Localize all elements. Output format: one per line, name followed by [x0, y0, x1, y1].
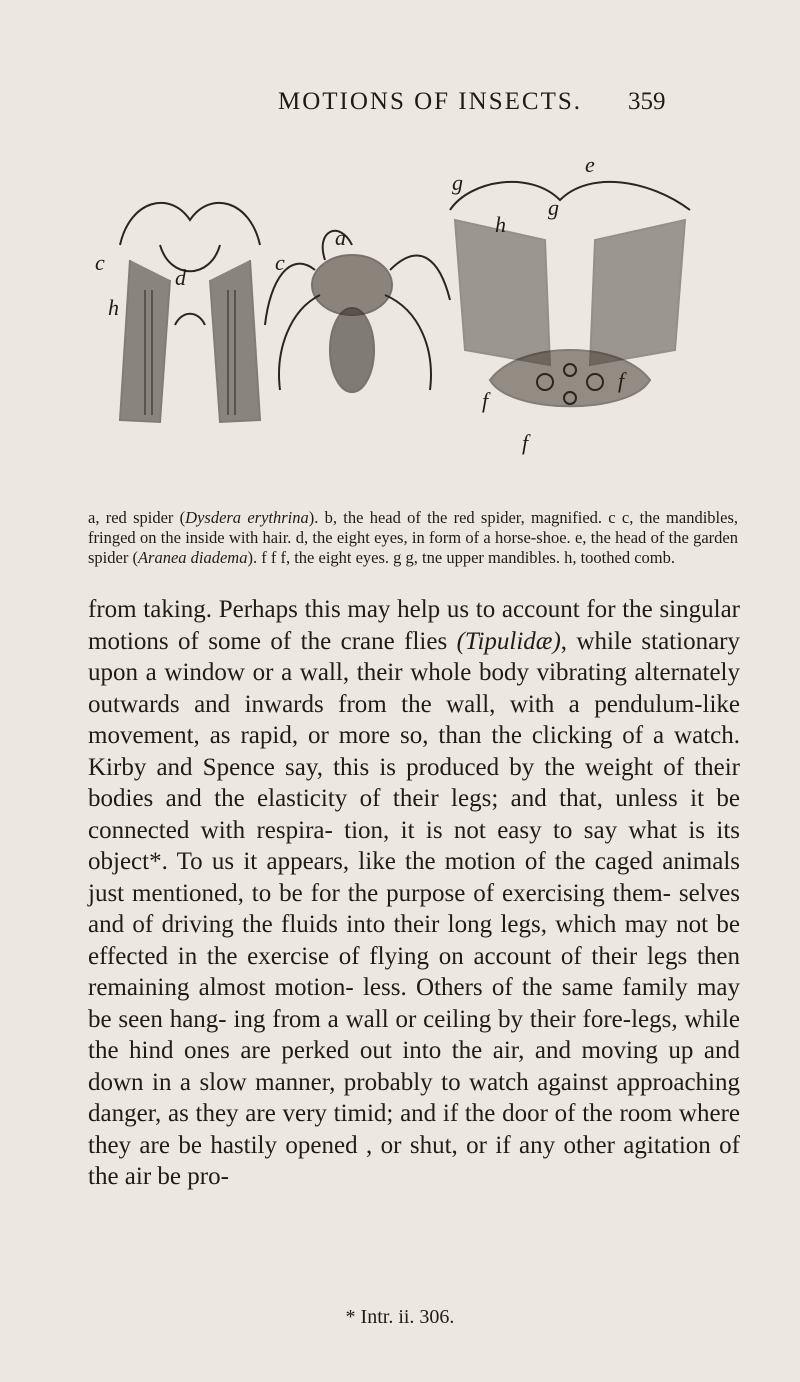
label-g-left: g — [452, 170, 463, 195]
spider-head-illustration — [90, 150, 730, 490]
body-part-2: , while stationary upon a window or a wall, their whole body vibrating alternately outwards and inwards from the wall, with a pendulum-like movement, as rapid, or more so, than the clicking of a watch. Kirby and Spence say, this is produced by the weight of their bodies and the elasticity of their legs; and that, unless it be connected with respira- tion, it is not easy to say what is its object*. To us it appears, like the motion of the caged animals just mentioned, to be for the purpose of exercising them- selves and of driving the fluids into their long legs, which may not be effected in the exercise of flying on account of their legs then remaining almost motion- less. Others of the same family may be seen hang- ing from a wall or ceiling by their fore-legs, while the hind ones are perked out into the air, and moving up and down in a slow manner, probably to watch against approaching danger, as they are very timid; and if the door of the room where they are be hastily opened , or shut, or if any other agitation of the air be pro- — [88, 627, 740, 1190]
label-g-right: g — [548, 195, 559, 220]
body-paragraph — [88, 594, 740, 1193]
red-spider-figure — [265, 231, 450, 392]
label-f-right: f — [618, 368, 625, 393]
caption-species-2: Aranea diadema — [137, 548, 248, 567]
label-c-left: c — [95, 250, 105, 275]
label-f-left: f — [482, 388, 489, 413]
caption-part-3: ). f f f, the eight eyes. g g, tne upper mandibles. h, toothed comb. — [247, 548, 676, 567]
footnote: * Intr. ii. 306. — [345, 1306, 455, 1328]
caption-part-1: a, red spider ( — [88, 508, 186, 527]
page-number: 359 — [628, 88, 666, 115]
label-e: e — [585, 152, 595, 177]
label-a: a — [335, 225, 346, 250]
body-family-name: (Tipulidæ) — [456, 627, 561, 655]
caption-species-1: Dysdera erythrina — [185, 508, 309, 527]
label-h-small: h — [495, 212, 506, 237]
label-d: d — [175, 265, 186, 290]
running-head: MOTIONS OF INSECTS. — [277, 88, 582, 115]
label-c-right: c — [275, 250, 285, 275]
body-part-1: from taking. Perhaps this may help us to account for the singular motions of some of the crane flies — [88, 596, 740, 655]
red-spider-head-figure — [120, 203, 260, 422]
engraving — [90, 150, 730, 490]
garden-spider-head-figure — [450, 182, 690, 406]
label-f-bottom: f — [522, 430, 529, 455]
caption-part-2: ). b, the head of the red spider, magnified. c c, the mandibles, fringed on the inside with hair. d, the eight eyes, in form of a horse-shoe. e, the head of the garden spider ( — [88, 508, 738, 567]
label-h: h — [108, 295, 119, 320]
figure-caption — [88, 508, 738, 568]
